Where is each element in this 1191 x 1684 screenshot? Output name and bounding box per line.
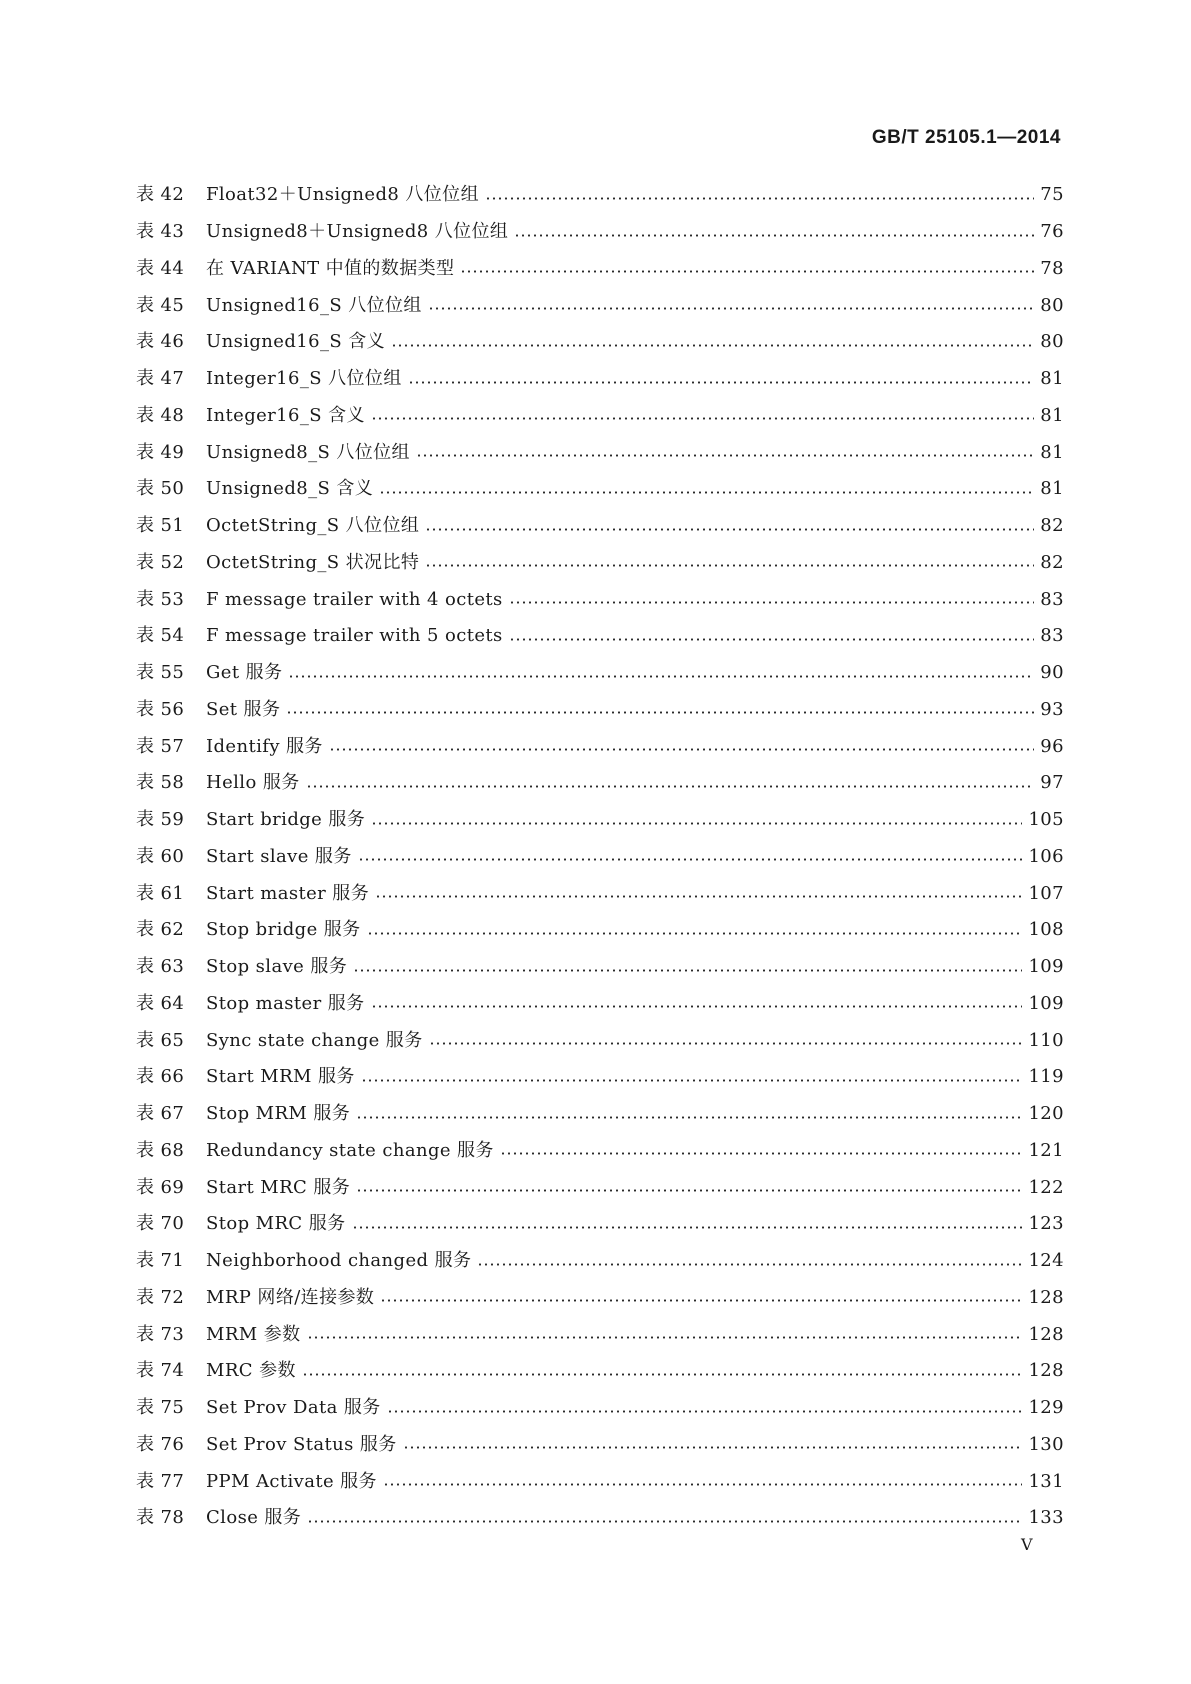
toc-entry[interactable] [136,875,1064,912]
dot-leader [375,895,1022,898]
toc-entry-page: 75 [1040,184,1064,206]
toc-entry[interactable] [136,728,1064,765]
toc-entry-page: 129 [1028,1397,1064,1419]
toc-entry-page: 107 [1028,882,1064,904]
toc-entry-label: 表 64 [136,992,185,1014]
toc-entry-label: 表 59 [136,809,185,831]
toc-entry-page: 123 [1028,1213,1064,1235]
toc-entry-title: Unsigned8_S 八位位组 [206,441,410,463]
dot-leader [387,1410,1023,1413]
toc-entry[interactable] [136,765,1064,802]
toc-entry[interactable] [136,986,1064,1023]
toc-entry-page: 109 [1028,992,1064,1014]
toc-entry-label: 表 56 [136,698,185,720]
toc-entry-title: MRC 参数 [206,1360,296,1382]
toc-entry[interactable] [136,581,1064,618]
toc-entry-label: 表 43 [136,221,185,243]
toc-entry[interactable] [136,434,1064,471]
toc-entry-title: Set 服务 [206,698,281,720]
toc-entry-label: 表 65 [136,1029,185,1051]
toc-entry[interactable] [136,1390,1064,1427]
toc-entry[interactable] [136,1243,1064,1280]
toc-entry-title: Integer16_S 含义 [206,404,365,426]
toc-entry-title: Unsigned8_S 含义 [206,478,374,500]
toc-entry-title: Redundancy state change 服务 [206,1139,494,1161]
toc-entry[interactable] [136,251,1064,288]
toc-entry-page: 105 [1028,809,1064,831]
toc-entry-page: 122 [1028,1176,1064,1198]
toc-entry-title: Stop master 服务 [206,992,365,1014]
toc-entry-page: 110 [1028,1029,1064,1051]
toc-entry-title: Stop MRC 服务 [206,1213,346,1235]
toc-entry-label: 表 62 [136,919,185,941]
dot-leader [509,601,1035,604]
toc-entry-label: 表 78 [136,1507,185,1529]
toc-entry[interactable] [136,1059,1064,1096]
toc-entry-title: Float32＋Unsigned8 八位位组 [206,184,479,206]
toc-entry-title: Identify 服务 [206,735,323,757]
toc-entry-page: 120 [1028,1103,1064,1125]
dot-leader [358,858,1023,861]
dot-leader [371,822,1022,825]
toc-entry-label: 表 45 [136,294,185,316]
dot-leader [367,932,1023,935]
toc-entry-label: 表 66 [136,1066,185,1088]
dot-leader [352,1226,1023,1229]
toc-entry-page: 130 [1028,1433,1064,1455]
dot-leader [356,1116,1022,1119]
toc-entry-label: 表 68 [136,1139,185,1161]
toc-entry-title: Start MRC 服务 [206,1176,351,1198]
toc-entry-title: MRP 网络/连接参数 [206,1286,375,1308]
toc-entry[interactable] [136,1133,1064,1170]
toc-entry-title: OctetString_S 状况比特 [206,551,420,573]
toc-entry[interactable] [136,1427,1064,1464]
dot-leader [429,1042,1023,1045]
dot-leader [307,1336,1023,1339]
toc-entry-title: Get 服务 [206,662,283,684]
dot-leader [288,675,1034,678]
toc-entry-label: 表 54 [136,625,185,647]
toc-entry-page: 76 [1040,221,1064,243]
toc-entry[interactable] [136,214,1064,251]
dot-leader [391,344,1034,347]
toc-entry-label: 表 46 [136,331,185,353]
toc-entry-page: 97 [1040,772,1064,794]
toc-entry[interactable] [136,1096,1064,1133]
toc-entry[interactable] [136,1022,1064,1059]
toc-entry-page: 106 [1028,845,1064,867]
dot-leader [302,1373,1023,1376]
dot-leader [383,1483,1022,1486]
toc-entry[interactable] [136,471,1064,508]
toc-entry-title: Sync state change 服务 [206,1029,423,1051]
toc-entry-title: Set Prov Status 服务 [206,1433,397,1455]
toc-entry-page: 96 [1040,735,1064,757]
dot-leader [428,307,1034,310]
toc-entry-label: 表 55 [136,662,185,684]
toc-entry-title: PPM Activate 服务 [206,1470,377,1492]
toc-entry-title: F message trailer with 5 octets [206,625,503,647]
toc-entry-page: 128 [1028,1323,1064,1345]
toc-entry-label: 表 63 [136,956,185,978]
dot-leader [353,969,1022,972]
toc-entry[interactable] [136,1353,1064,1390]
toc-entry-page: 81 [1040,441,1064,463]
table-of-tables [136,177,1064,1537]
toc-entry-page: 119 [1028,1066,1064,1088]
toc-entry-page: 108 [1028,919,1064,941]
toc-entry-label: 表 58 [136,772,185,794]
toc-entry-label: 表 57 [136,735,185,757]
toc-entry-label: 表 70 [136,1213,185,1235]
toc-entry-page: 124 [1028,1250,1064,1272]
toc-entry-title: F message trailer with 4 octets [206,588,503,610]
toc-entry-title: Set Prov Data 服务 [206,1397,381,1419]
document-code: GB/T 25105.1—2014 [871,127,1061,148]
toc-entry-title: Stop bridge 服务 [206,919,361,941]
dot-leader [403,1446,1023,1449]
toc-entry-label: 表 60 [136,845,185,867]
toc-entry-title: Close 服务 [206,1507,302,1529]
toc-entry-label: 表 71 [136,1250,185,1272]
toc-entry-page: 81 [1040,368,1064,390]
dot-leader [329,748,1034,751]
toc-entry-label: 表 73 [136,1323,185,1345]
toc-entry-page: 128 [1028,1360,1064,1382]
toc-entry-page: 133 [1028,1507,1064,1529]
toc-entry[interactable] [136,361,1064,398]
dot-leader [509,638,1035,641]
toc-entry-title: Hello 服务 [206,772,300,794]
toc-entry-label: 表 53 [136,588,185,610]
toc-entry-title: Stop MRM 服务 [206,1103,351,1125]
toc-entry-label: 表 44 [136,257,185,279]
toc-entry-page: 82 [1040,551,1064,573]
page-number: V [1021,1535,1033,1554]
toc-entry[interactable] [136,324,1064,361]
toc-entry[interactable] [136,912,1064,949]
dot-leader [500,1152,1023,1155]
toc-entry-label: 表 51 [136,515,185,537]
toc-entry-title: Start master 服务 [206,882,370,904]
toc-entry-page: 83 [1040,588,1064,610]
toc-entry-page: 109 [1028,956,1064,978]
toc-entry-page: 83 [1040,625,1064,647]
toc-entry[interactable] [136,1280,1064,1317]
toc-entry-label: 表 76 [136,1433,185,1455]
toc-entry[interactable] [136,1169,1064,1206]
toc-entry-label: 表 74 [136,1360,185,1382]
toc-entry[interactable] [136,508,1064,545]
toc-entry-page: 131 [1028,1470,1064,1492]
toc-entry-label: 表 50 [136,478,185,500]
toc-entry-page: 81 [1040,478,1064,500]
toc-entry[interactable] [136,802,1064,839]
toc-entry-page: 80 [1040,294,1064,316]
toc-entry-label: 表 42 [136,184,185,206]
toc-entry-label: 表 52 [136,551,185,573]
toc-entry-title: OctetString_S 八位位组 [206,515,420,537]
toc-entry-title: Stop slave 服务 [206,956,348,978]
toc-entry-label: 表 48 [136,404,185,426]
toc-entry[interactable] [136,655,1064,692]
toc-entry-label: 表 77 [136,1470,185,1492]
dot-leader [306,785,1035,788]
toc-entry-label: 表 69 [136,1176,185,1198]
toc-entry-label: 表 61 [136,882,185,904]
toc-entry-title: 在 VARIANT 中值的数据类型 [206,257,455,279]
dot-leader [371,1005,1023,1008]
toc-entry-title: Unsigned16_S 含义 [206,331,386,353]
toc-entry-page: 82 [1040,515,1064,537]
dot-leader [425,528,1034,531]
toc-entry[interactable] [136,1316,1064,1353]
toc-entry-title: Start MRM 服务 [206,1066,355,1088]
toc-entry[interactable] [136,545,1064,582]
toc-entry[interactable] [136,949,1064,986]
toc-entry-label: 表 47 [136,368,185,390]
toc-entry[interactable] [136,177,1064,214]
toc-entry-label: 表 72 [136,1286,185,1308]
toc-entry-page: 128 [1028,1286,1064,1308]
toc-entry-title: MRM 参数 [206,1323,301,1345]
toc-entry-title: Start slave 服务 [206,845,352,867]
dot-leader [379,491,1034,494]
dot-leader [514,234,1034,237]
toc-entry[interactable] [136,839,1064,876]
toc-entry-label: 表 67 [136,1103,185,1125]
toc-entry[interactable] [136,692,1064,729]
toc-entry[interactable] [136,1206,1064,1243]
toc-entry-label: 表 49 [136,441,185,463]
dot-leader [425,564,1034,567]
toc-entry[interactable] [136,287,1064,324]
toc-entry-page: 93 [1040,698,1064,720]
dot-leader [371,417,1034,420]
dot-leader [361,1079,1023,1082]
toc-entry[interactable] [136,618,1064,655]
dot-leader [380,1299,1022,1302]
dot-leader [356,1189,1022,1192]
toc-entry-title: Start bridge 服务 [206,809,366,831]
toc-entry-title: Unsigned16_S 八位位组 [206,294,422,316]
toc-entry-title: Integer16_S 八位位组 [206,368,402,390]
toc-entry-page: 80 [1040,331,1064,353]
toc-entry-page: 90 [1040,662,1064,684]
dot-leader [286,711,1034,714]
toc-entry-title: Unsigned8＋Unsigned8 八位位组 [206,221,509,243]
toc-entry-label: 表 75 [136,1397,185,1419]
toc-entry[interactable] [136,1500,1064,1537]
toc-entry-title: Neighborhood changed 服务 [206,1250,472,1272]
dot-leader [460,270,1034,273]
toc-entry-page: 78 [1040,257,1064,279]
dot-leader [307,1520,1022,1523]
toc-entry-page: 121 [1028,1139,1064,1161]
dot-leader [485,197,1034,200]
dot-leader [477,1263,1022,1266]
toc-entry[interactable] [136,398,1064,435]
toc-entry-page: 81 [1040,404,1064,426]
dot-leader [416,454,1034,457]
toc-entry[interactable] [136,1463,1064,1500]
dot-leader [408,381,1035,384]
